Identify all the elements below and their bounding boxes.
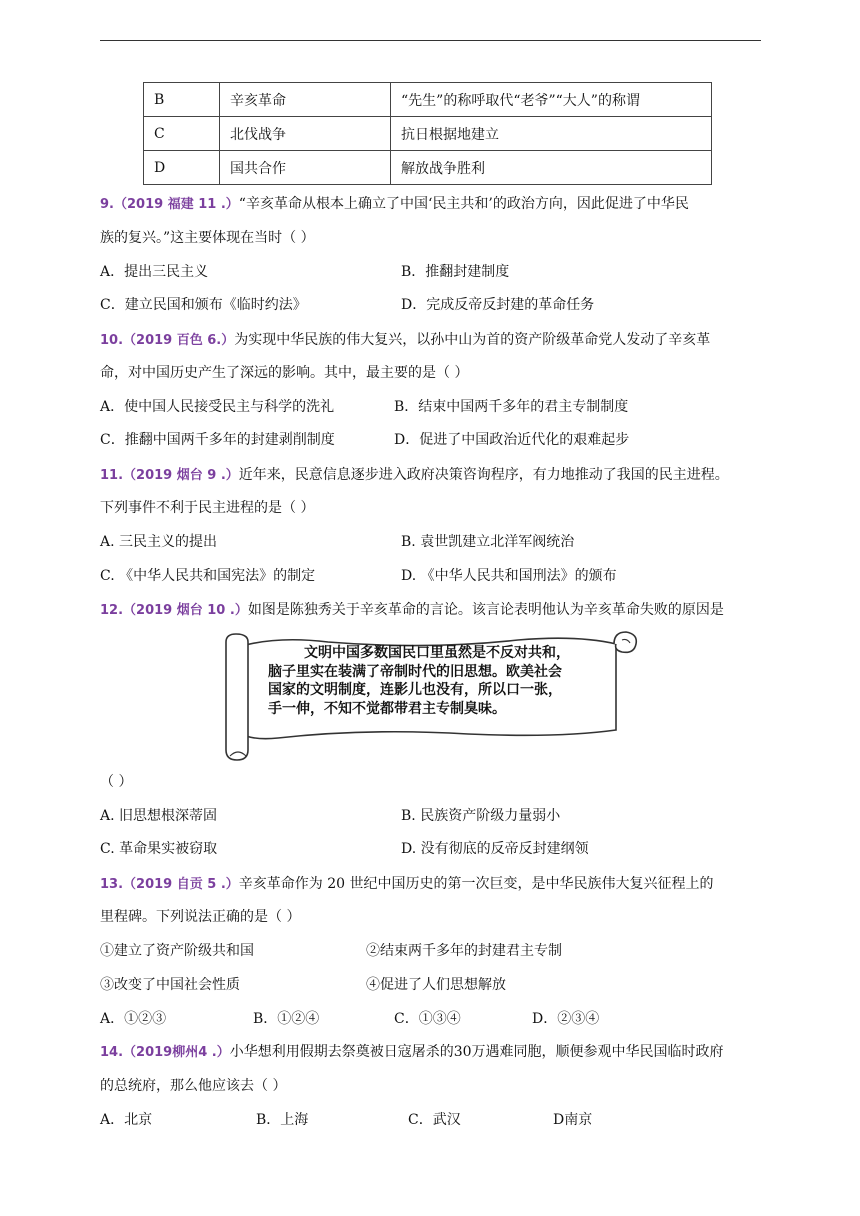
table-row xyxy=(144,117,712,151)
question-text: 小华想利用假期去祭奠被日寇屠杀的30万遇难同胞，顺便参观中华民国临时政府 xyxy=(229,1044,724,1060)
statement-item: ④促进了人们思想解放 xyxy=(366,977,506,993)
question-number: 11. xyxy=(100,468,124,483)
question-source: （2019 烟台 10 .） xyxy=(123,603,248,618)
question-11-stem-cont: 下列事件不利于民主进程的是（ ） xyxy=(100,500,315,516)
option-b: B．上海 xyxy=(256,1112,309,1128)
table-cell: “先生”的称呼取代“老爷”“大人”的称谓 xyxy=(391,83,712,117)
question-text: 辛亥革命作为 20 世纪中国历史的第一次巨变，是中华民族伟大复兴征程上的 xyxy=(238,876,714,892)
question-13-stem xyxy=(100,874,714,895)
question-text: 为实现中华民族的伟大复兴，以孙中山为首的资产阶级革命党人发动了辛亥革 xyxy=(234,332,711,348)
question-source: （2019柳州4 .） xyxy=(123,1045,230,1060)
question-11-stem xyxy=(100,465,729,486)
option-b: B．结束中国两千多年的君主专制制度 xyxy=(394,399,629,415)
question-text: “辛亥革命从根本上确立了中国‘民主共和’的政治方向，因此促进了中华民 xyxy=(238,196,689,212)
statement-item: ①建立了资产阶级共和国 xyxy=(100,943,254,959)
question-number: 9. xyxy=(100,197,114,212)
answer-bracket: （ ） xyxy=(100,774,133,790)
option-b: B．①②④ xyxy=(253,1011,320,1027)
table-cell: C xyxy=(144,117,220,151)
option-c: C. 革命果实被窃取 xyxy=(100,841,218,857)
quote-line: 手一伸，不知不觉都带君主专制臭味。 xyxy=(268,700,506,717)
quote-line: 脑子里实在装满了帝制时代的旧思想。欧美社会 xyxy=(268,663,562,680)
option-b: B．推翻封建制度 xyxy=(401,264,510,280)
option-b: B. 袁世凯建立北洋军阀统治 xyxy=(401,534,575,550)
question-13-stem-cont: 里程碑。下列说法正确的是（ ） xyxy=(100,909,301,925)
question-9-stem xyxy=(100,194,689,215)
statement-item: ②结束两千多年的封建君主专制 xyxy=(366,943,562,959)
table-row xyxy=(144,83,712,117)
option-c: C．武汉 xyxy=(408,1112,461,1128)
answer-table xyxy=(143,82,712,185)
table-cell: B xyxy=(144,83,220,117)
question-number: 14. xyxy=(100,1045,124,1060)
question-14-stem-cont: 的总统府，那么他应该去（ ） xyxy=(100,1078,287,1094)
table-cell: 北伐战争 xyxy=(220,117,391,151)
table-row xyxy=(144,151,712,185)
option-c: C. 《中华人民共和国宪法》的制定 xyxy=(100,568,316,584)
question-number: 13. xyxy=(100,877,124,892)
question-14-stem xyxy=(100,1042,724,1063)
question-source: （2019 自贡 5 .） xyxy=(123,877,239,892)
question-number: 12. xyxy=(100,603,124,618)
option-d: D．②③④ xyxy=(532,1011,600,1027)
question-source: （2019 福建 11 .） xyxy=(113,197,239,212)
quote-line: 文明中国多数国民口里虽然是不反对共和， xyxy=(304,645,570,661)
question-12-stem xyxy=(100,600,724,621)
header-rule xyxy=(100,40,761,41)
table-cell: 辛亥革命 xyxy=(220,83,391,117)
option-d: D．完成反帝反封建的革命任务 xyxy=(401,297,595,313)
question-number: 10. xyxy=(100,333,124,348)
option-d: D. 没有彻底的反帝反封建纲领 xyxy=(401,841,589,857)
table-cell: D xyxy=(144,151,220,185)
option-d: D. 《中华人民共和国刑法》的颁布 xyxy=(401,568,617,584)
option-a: A．使中国人民接受民主与科学的洗礼 xyxy=(100,399,335,415)
option-a: A．北京 xyxy=(100,1112,153,1128)
quote-line: 国家的文明制度，连影儿也没有，所以口一张， xyxy=(268,682,562,698)
option-c: C．推翻中国两千多年的封建剥削制度 xyxy=(100,432,335,448)
quote-text xyxy=(268,644,618,718)
option-c: C．①③④ xyxy=(394,1011,461,1027)
table-cell: 国共合作 xyxy=(220,151,391,185)
option-b: B. 民族资产阶级力量弱小 xyxy=(401,808,561,824)
option-a: A. 旧思想根深蒂固 xyxy=(100,808,218,824)
question-text: 如图是陈独秀关于辛亥革命的言论。该言论表明他认为辛亥革命失败的原因是 xyxy=(247,602,724,618)
scroll-quote-figure xyxy=(218,630,640,762)
option-a: A．①②③ xyxy=(100,1011,167,1027)
question-10-stem-cont: 命，对中国历史产生了深远的影响。其中，最主要的是（ ） xyxy=(100,365,469,381)
option-d: D．促进了中国政治近代化的艰难起步 xyxy=(394,432,630,448)
question-source: （2019 烟台 9 .） xyxy=(123,468,239,483)
option-a: A．提出三民主义 xyxy=(100,264,209,280)
option-c: C．建立民国和颁布《临时约法》 xyxy=(100,297,307,313)
statement-item: ③改变了中国社会性质 xyxy=(100,977,240,993)
table-cell: 解放战争胜利 xyxy=(391,151,712,185)
option-a: A. 三民主义的提出 xyxy=(100,534,218,550)
question-source: （2019 百色 6.） xyxy=(123,333,235,348)
question-text: 近年来，民意信息逐步进入政府决策咨询程序，有力地推动了我国的民主进程。 xyxy=(238,467,729,483)
table-cell: 抗日根据地建立 xyxy=(391,117,712,151)
option-d: D南京 xyxy=(553,1112,593,1128)
question-10-stem xyxy=(100,330,710,351)
question-9-stem-cont: 族的复兴。”这主要体现在当时（ ） xyxy=(100,230,315,246)
